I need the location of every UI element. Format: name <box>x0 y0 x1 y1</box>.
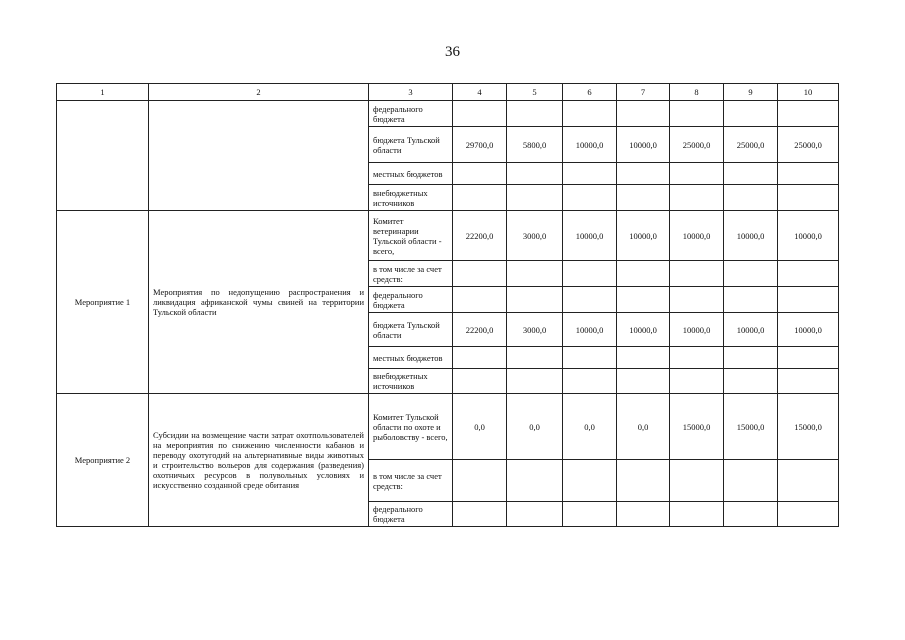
source-cell: внебюджетных источников <box>369 369 453 394</box>
measure-name: Мероприятие 1 <box>57 211 149 394</box>
value-cell: 0,0 <box>453 394 507 460</box>
value-cell: 10000,0 <box>617 313 670 347</box>
budget-table <box>56 83 839 527</box>
source-cell: в том числе за счет средств: <box>369 460 453 502</box>
header-cell: 4 <box>453 84 507 101</box>
value-cell: 22200,0 <box>453 313 507 347</box>
measure-name: Мероприятие 2 <box>57 394 149 527</box>
value-cell: 10000,0 <box>778 211 839 261</box>
header-row <box>57 84 839 101</box>
name-cell <box>57 101 149 211</box>
value-cell: 10000,0 <box>563 313 617 347</box>
value-cell: 15000,0 <box>778 394 839 460</box>
source-cell: Комитет ветеринарии Тульской области - всего, <box>369 211 453 261</box>
source-cell: бюджета Тульской области <box>369 127 453 163</box>
value-cell: 10000,0 <box>724 313 778 347</box>
header-cell: 3 <box>369 84 453 101</box>
page-number: 36 <box>445 44 460 60</box>
header-cell: 1 <box>57 84 149 101</box>
value-cell: 15000,0 <box>670 394 724 460</box>
value-cell: 10000,0 <box>617 127 670 163</box>
value-cell: 10000,0 <box>724 211 778 261</box>
value-cell: 10000,0 <box>563 127 617 163</box>
value-cell: 25000,0 <box>778 127 839 163</box>
measure-description: Мероприятия по недопущению распространения и ликвидация африканской чумы свиней на территории Тульской области <box>149 211 369 394</box>
value-cell: 0,0 <box>507 394 563 460</box>
table-row <box>57 211 839 261</box>
source-cell: внебюджетных источников <box>369 185 453 211</box>
value-cell: 10000,0 <box>670 211 724 261</box>
source-cell: федерального бюджета <box>369 101 453 127</box>
source-cell: федерального бюджета <box>369 287 453 313</box>
value-cell: 25000,0 <box>724 127 778 163</box>
value-cell: 22200,0 <box>453 211 507 261</box>
value-cell: 10000,0 <box>617 211 670 261</box>
value-cell: 29700,0 <box>453 127 507 163</box>
source-cell: федерального бюджета <box>369 502 453 527</box>
source-cell: местных бюджетов <box>369 163 453 185</box>
value-cell: 10000,0 <box>563 211 617 261</box>
header-cell: 2 <box>149 84 369 101</box>
measure-description: Субсидии на возмещение части затрат охотпользователей на мероприятия по снижению численности кабанов и переводу охотугодий на альтернативные виды животных и строительство вольеров для содержания (разведения) охотничьих ресурсов в полувольных условиях и искусственно созданной среде обитания <box>149 394 369 527</box>
header-cell: 6 <box>563 84 617 101</box>
header-cell: 9 <box>724 84 778 101</box>
value-cell: 10000,0 <box>670 313 724 347</box>
value-cell: 3000,0 <box>507 211 563 261</box>
source-cell: бюджета Тульской области <box>369 313 453 347</box>
value-cell: 0,0 <box>617 394 670 460</box>
table-row <box>57 101 839 127</box>
source-cell: в том числе за счет средств: <box>369 261 453 287</box>
desc-cell <box>149 101 369 211</box>
header-cell: 8 <box>670 84 724 101</box>
value-cell: 10000,0 <box>778 313 839 347</box>
value-cell: 25000,0 <box>670 127 724 163</box>
table-row <box>57 394 839 460</box>
value-cell: 3000,0 <box>507 313 563 347</box>
value-cell: 5800,0 <box>507 127 563 163</box>
value-cell: 0,0 <box>563 394 617 460</box>
source-cell: местных бюджетов <box>369 347 453 369</box>
source-cell: Комитет Тульской области по охоте и рыболовству - всего, <box>369 394 453 460</box>
header-cell: 10 <box>778 84 839 101</box>
header-cell: 5 <box>507 84 563 101</box>
value-cell: 15000,0 <box>724 394 778 460</box>
header-cell: 7 <box>617 84 670 101</box>
